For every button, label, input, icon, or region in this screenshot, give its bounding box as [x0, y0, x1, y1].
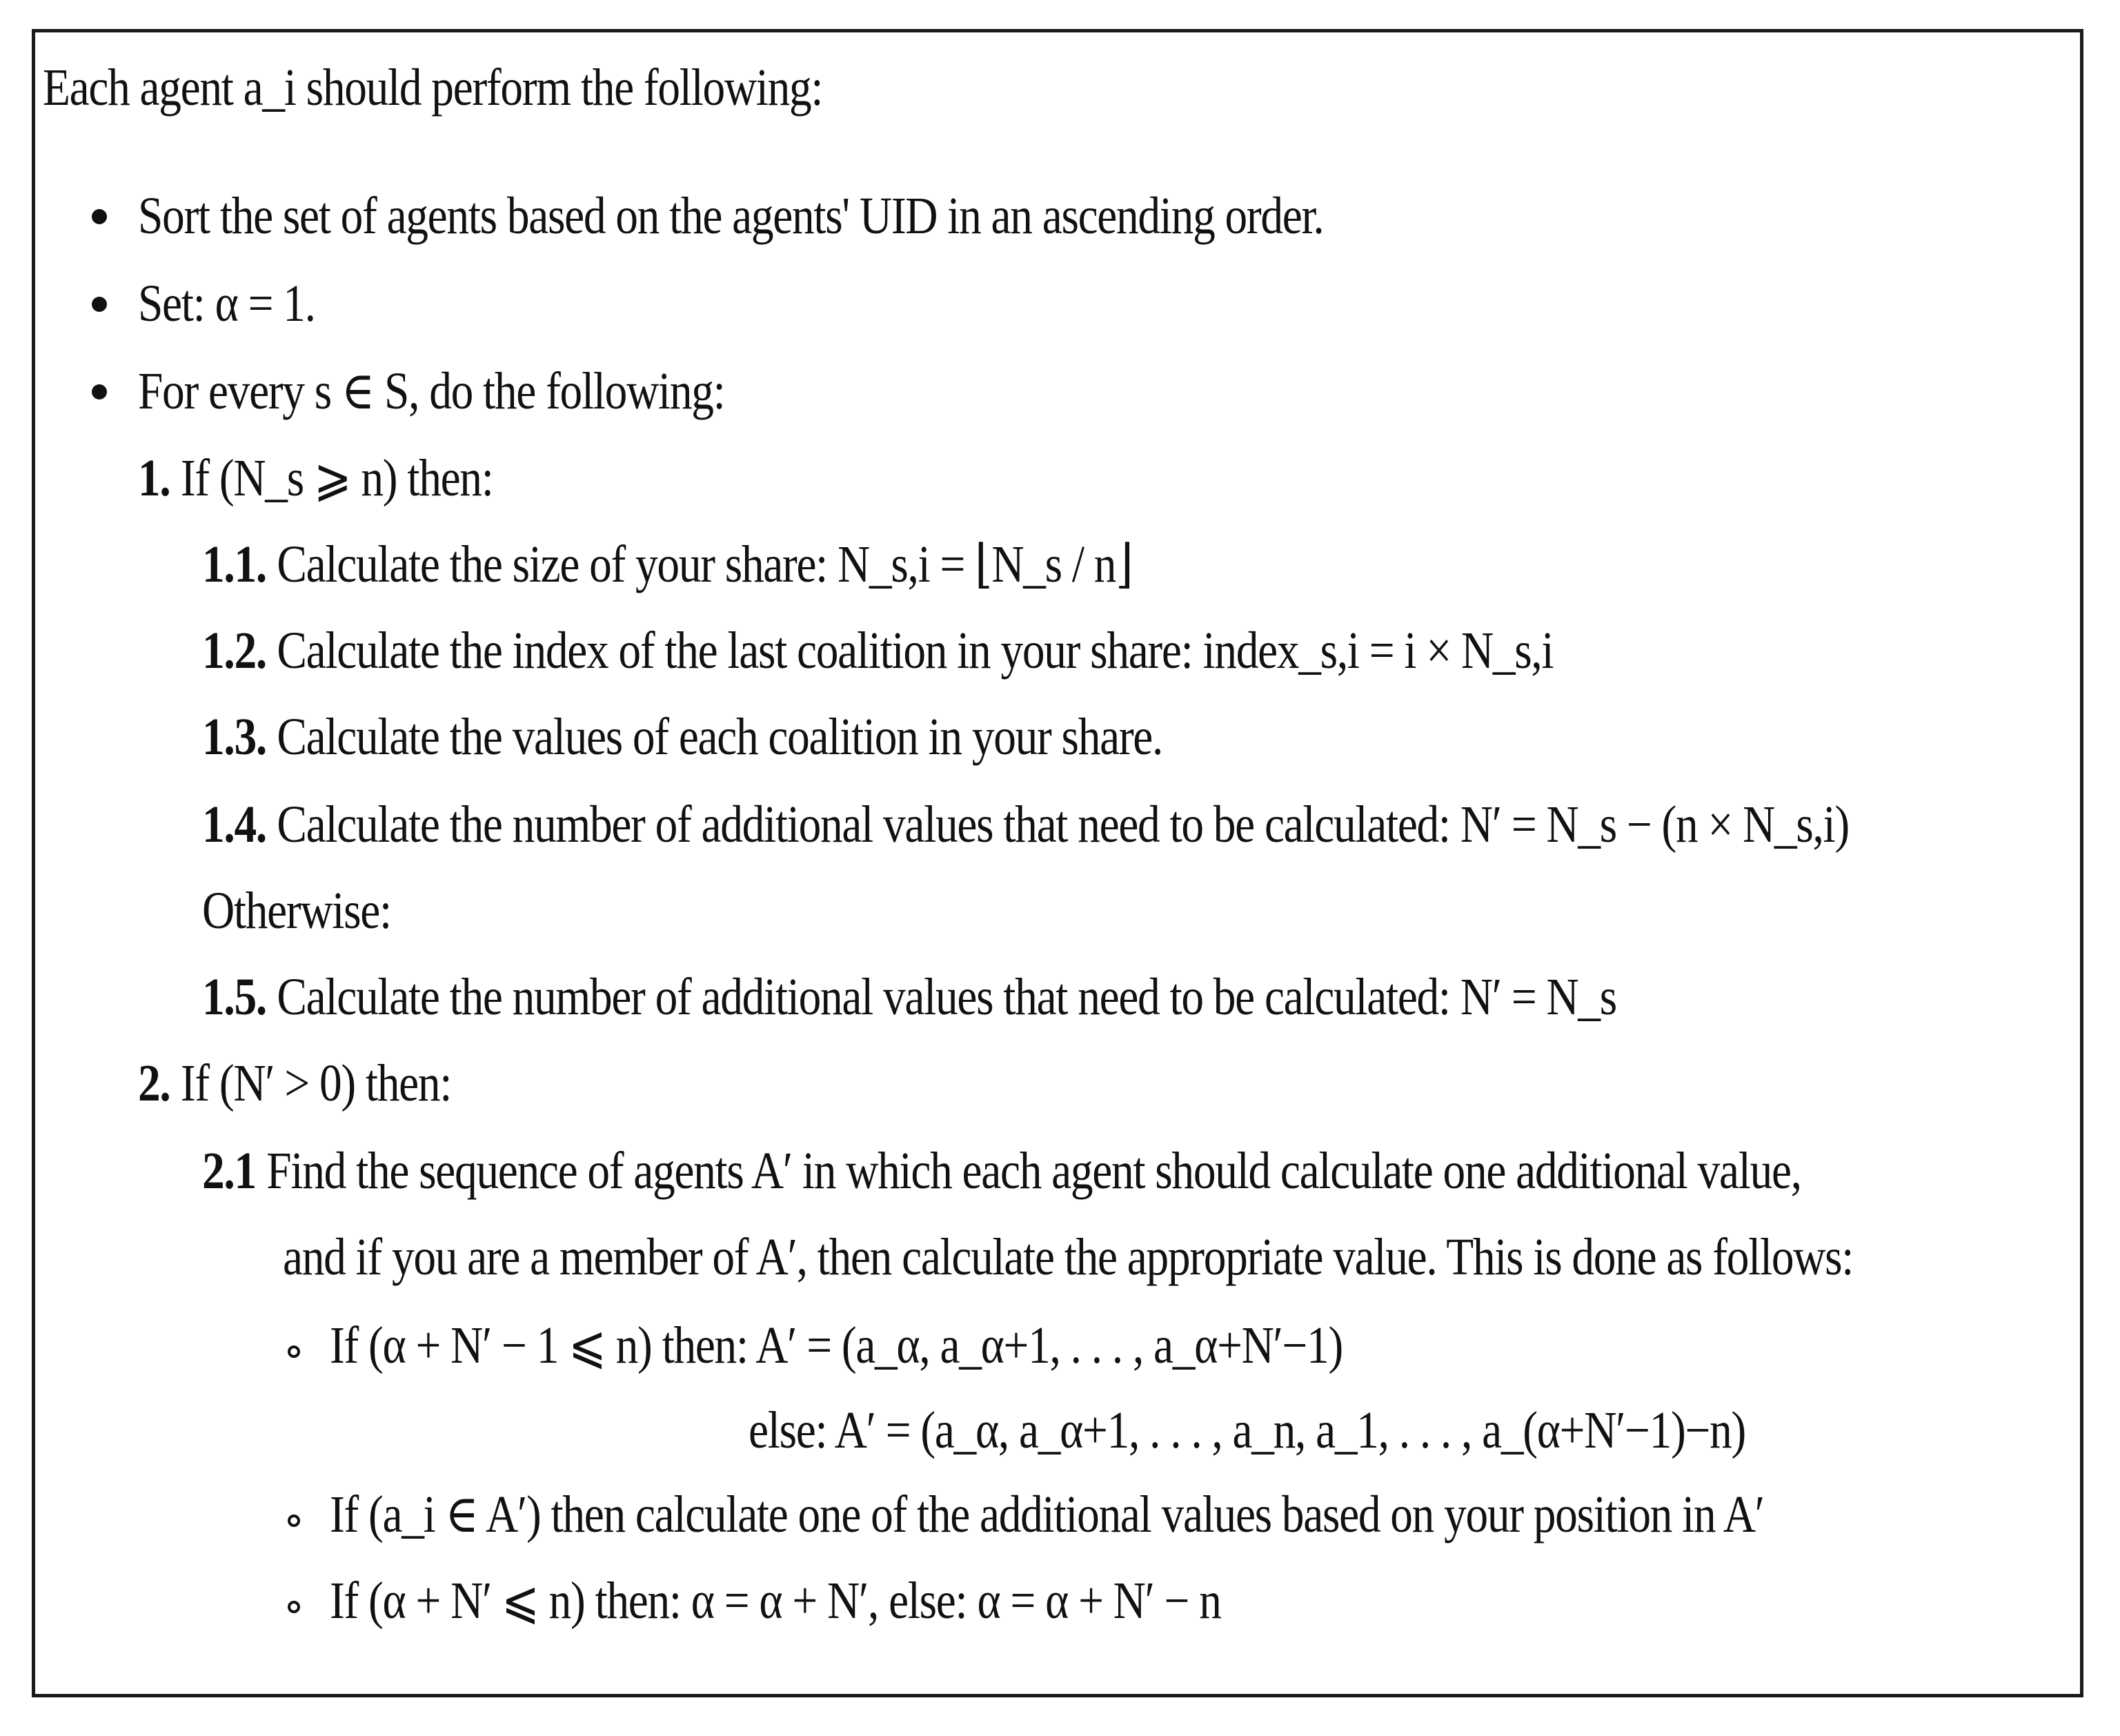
step-1-2-number: 1.2.: [202, 622, 266, 680]
sub-step-member-check-text: If (a_i ∈ A′) then calculate one of the additional values based on your position in A′: [330, 1486, 1764, 1543]
step-1: [138, 447, 493, 509]
sub-bullet-ring-1: [288, 1345, 300, 1358]
sub-bullet-ring-2: [288, 1515, 300, 1527]
step-1-5-text: Calculate the number of additional values that need to be calculated: N′ = N_s: [277, 968, 1616, 1026]
sub-step-if-sequence: [330, 1314, 1343, 1377]
bullet-sort: [138, 185, 1323, 247]
step-1-1: [202, 533, 1132, 595]
bullet-dot-2: [92, 297, 107, 312]
step-2-1-continuation: [283, 1226, 1853, 1288]
step-1-2: [202, 620, 1553, 682]
step-2-1-line-1: Find the sequence of agents A′ in which each agent should calculate one additional value,: [266, 1142, 1801, 1200]
bullet-set-alpha: [138, 273, 315, 335]
step-1-2-text: Calculate the index of the last coalition in your share: index_s,i = i × N_s,i: [277, 622, 1554, 680]
step-1-5: [202, 966, 1616, 1028]
bullet-for-every-text: For every s ∈ S, do the following:: [138, 362, 725, 420]
otherwise-label: [202, 880, 391, 942]
sub-bullet-ring-3: [288, 1601, 300, 1613]
step-1-1-text: Calculate the size of your share: N_s,i = ⌊N_s / n⌋: [277, 535, 1133, 593]
intro-text: [43, 57, 822, 119]
bullet-dot-3: [92, 384, 107, 400]
step-2-text: If (N′ > 0) then:: [180, 1054, 452, 1112]
bullet-set-alpha-text: Set: α = 1.: [138, 275, 315, 333]
sub-step-if-sequence-text: If (α + N′ − 1 ⩽ n) then: A′ = (a_α, a_α+1, . . . , a_α+N′−1): [330, 1316, 1343, 1374]
step-1-number: 1.: [138, 449, 170, 507]
step-1-4-text: Calculate the number of additional values that need to be calculated: N′ = N_s − (n × N_s,i): [277, 796, 1849, 854]
sub-step-update-alpha: [330, 1570, 1221, 1632]
sub-step-else-sequence: [749, 1399, 1745, 1461]
sub-step-member-check: [330, 1483, 1764, 1546]
step-2-number: 2.: [138, 1054, 170, 1112]
bullet-for-every: [138, 360, 724, 422]
step-1-3-number: 1.3.: [202, 708, 266, 766]
step-2-1-line-2: and if you are a member of A′, then calculate the appropriate value. This is done as follows:: [283, 1228, 1854, 1286]
sub-step-update-alpha-text: If (α + N′ ⩽ n) then: α = α + N′, else: α = α + N′ − n: [330, 1572, 1221, 1630]
step-2: [138, 1052, 451, 1114]
step-1-4-number: 1.4.: [202, 796, 266, 854]
step-1-5-number: 1.5.: [202, 968, 266, 1026]
bullet-sort-text: Sort the set of agents based on the agents' UID in an ascending order.: [138, 187, 1324, 245]
step-1-3-text: Calculate the values of each coalition in your share.: [277, 708, 1163, 766]
bullet-dot-1: [92, 209, 107, 224]
step-2-1-number: 2.1: [202, 1142, 256, 1200]
step-2-1: [202, 1140, 1801, 1202]
step-1-4: [202, 793, 1849, 856]
step-1-text: If (N_s ⩾ n) then:: [180, 449, 493, 507]
sub-step-else-sequence-text: else: A′ = (a_α, a_α+1, . . . , a_n, a_1, . . . , a_(α+N′−1)−n): [749, 1401, 1746, 1459]
step-1-1-number: 1.1.: [202, 535, 266, 593]
step-1-3: [202, 706, 1162, 768]
otherwise-text: Otherwise:: [202, 882, 391, 940]
intro-label: Each agent a_i should perform the following:: [43, 59, 823, 117]
